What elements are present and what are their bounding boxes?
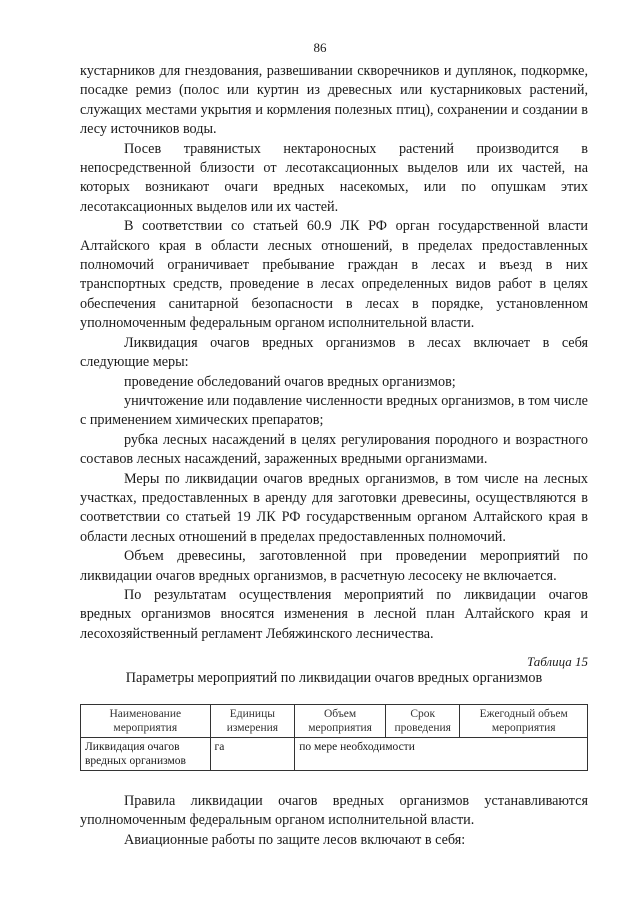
page-number: 86 [313, 40, 327, 55]
paragraph: Правила ликвидации очагов вредных организмов устанавливаются уполномоченным федеральным органом исполнительной власти. [80, 793, 588, 829]
main-text [80, 62, 588, 644]
paragraph: Ликвидация очагов вредных организмов в лесах включает в себя следующие меры: [80, 334, 588, 371]
column-header: Объем мероприятия [295, 705, 386, 738]
paragraph: В соответствии со статьей 60.9 ЛК РФ орган государственной власти Алтайского края в области лесных отношений, в пределах предоставленных полномочий ограничивает пребывание граждан в лесах и въезд в них транспортных средств, проведение в лесах определенных видов работ в целях обеспечения санитарной безопасности в лесах в порядке, установленном уполномоченным федеральным органом исполнительной власти. [80, 218, 588, 332]
list-item: уничтожение или подавление численности вредных организмов, в том числе с применением химических препаратов; [80, 392, 588, 429]
table-title: Параметры мероприятий по ликвидации очагов вредных организмов [125, 670, 543, 686]
paragraph: Посев травянистых нектароносных растений производится в непосредственной близости от лесотаксационных выделов или их частей, на которых возникают очаги вредных насекомых, или по опушкам этих лесотаксационных выделов или их частей. [80, 140, 588, 215]
column-header: Срок проведения [385, 705, 459, 738]
table-caption: Таблица 15 [526, 654, 588, 669]
measures-table [80, 704, 588, 771]
table-cell-volume: по мере необходимости [295, 738, 588, 771]
table-header-row [81, 705, 588, 738]
closing-text [80, 792, 588, 850]
table-row [81, 738, 588, 771]
paragraph: По результатам осуществления мероприятий по ликвидации очагов вредных организмов вносятся изменения в лесной план Алтайского края и лесохозяйственный регламент Лебяжинского лесничества. [80, 586, 588, 642]
list-item: проведение обследований очагов вредных организмов; [124, 373, 456, 390]
measures-table-container [80, 704, 588, 771]
table-cell-name: Ликвидация очагов вредных организмов [81, 738, 211, 771]
list-item: рубка лесных насаждений в целях регулирования породного и возрастного составов лесных насаждений, зараженных вредными организмами. [80, 431, 588, 468]
column-header: Наименование мероприятия [81, 705, 211, 738]
paragraph: Меры по ликвидации очагов вредных организмов, в том числе на лесных участках, предоставленных в аренду для заготовки древесины, осуществляются в соответствии со статьей 19 ЛК РФ государственным органом Алтайского края в области лесных отношений в пределах предоставленных полномочий. [80, 470, 588, 545]
column-header: Единицы измерения [210, 705, 295, 738]
table-cell-unit: га [210, 738, 295, 771]
paragraph: Объем древесины, заготовленной при проведении мероприятий по ликвидации очагов вредных организмов, в расчетную лесосеку не включается. [80, 548, 588, 584]
column-header: Ежегодный объем мероприятия [460, 705, 588, 738]
paragraph: Авиационные работы по защите лесов включают в себя: [124, 831, 466, 848]
paragraph: кустарников для гнездования, развешивании скворечников и дуплянок, подкормке, посадке ремиз (полос или куртин из древесных или кустарниковых растений, служащих местами укрытия и кормления полезных птиц), сохранении и создании в лесу источников воды. [80, 63, 588, 138]
